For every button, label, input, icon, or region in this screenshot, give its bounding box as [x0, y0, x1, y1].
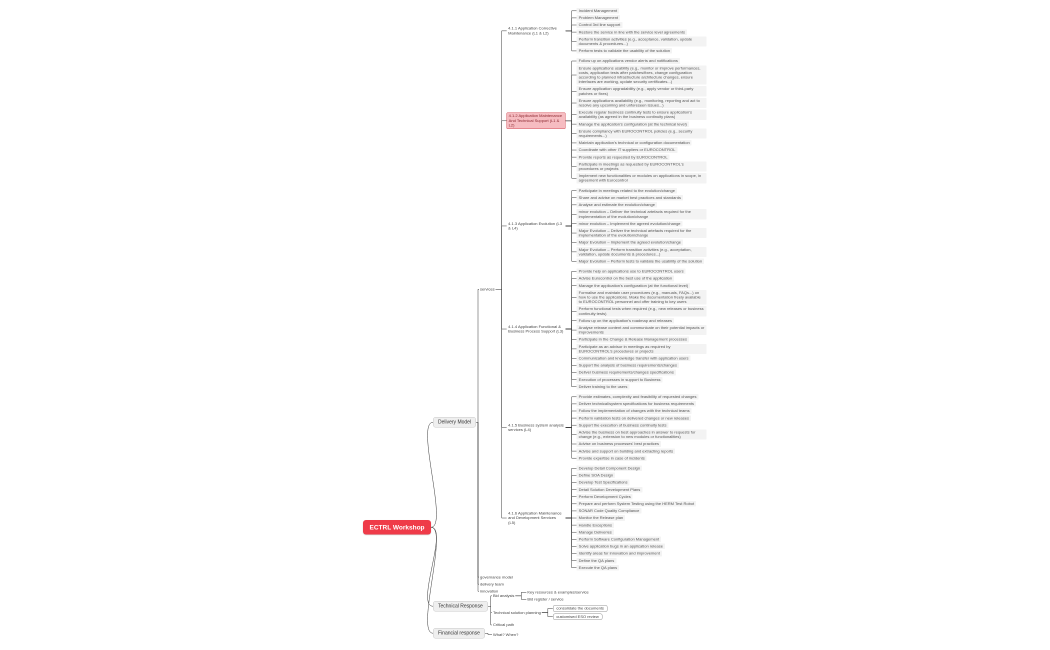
branch-technical-response[interactable]: Technical Response	[433, 601, 488, 612]
children-group	[553, 604, 608, 620]
group-4-1-3-subtree	[507, 187, 707, 265]
group-4-1-3[interactable]: 4.1.3 Application Evolution (L3 & L4)	[508, 221, 562, 231]
children-group	[507, 6, 707, 573]
leaf-node[interactable]: Major Evolution – Implement the agreed evolution/change	[578, 240, 681, 245]
leaf-node[interactable]: Execute the QA plans	[578, 565, 618, 570]
node-technical-solution-planning[interactable]: Technical solution planning	[493, 610, 541, 615]
leaf-node[interactable]: Define SOA Design	[578, 473, 614, 478]
leaf-node[interactable]: Identify areas for innovation and improvement	[578, 551, 660, 556]
topic-node[interactable]: customised ESO review	[553, 613, 602, 620]
leaf-node[interactable]: Deliver business requirements/changes specifications	[578, 370, 674, 375]
group-4-1-2[interactable]: 4.1.2 Application Maintenance And Technical Support (L1 & L2)	[507, 113, 566, 129]
node-innovation[interactable]: innovation	[480, 588, 499, 594]
leaf-node[interactable]: Develop Test Specifications	[578, 480, 628, 485]
leaf-node[interactable]: Implement new functionalities or modules on applications in scope, in agreement with Eurocontrol	[577, 173, 707, 183]
children-group	[577, 268, 707, 390]
topic-node[interactable]: consolidate the documents	[553, 605, 608, 612]
leaf-node[interactable]: Support the analysis of business requirements/changes	[578, 363, 677, 368]
node-bid-analysis[interactable]: Bid analysis	[493, 593, 515, 599]
leaf-node[interactable]: Perform tests to validate the usability of the solution	[578, 48, 671, 54]
leaf-node[interactable]: Advise Eurocontrol on the best use of the application	[578, 276, 673, 281]
root-topic[interactable]: ECTRL Workshop	[363, 520, 431, 535]
leaf-node[interactable]: Coordinate with other IT suppliers or EUROCONTROL	[578, 147, 676, 153]
leaf-node[interactable]: Major Evolution – Perform tests to validate the usability of the solution	[578, 258, 703, 264]
group-4-1-4-subtree	[507, 268, 707, 390]
leaf-node[interactable]: Deliver training to the users	[578, 384, 628, 389]
children-group	[577, 7, 707, 54]
leaf-node[interactable]: Detail Solution Development Plans	[578, 487, 641, 492]
leaf-node[interactable]: Analyse and estimate the evolution/change	[578, 202, 655, 208]
leaf-node[interactable]: Participate in the Change & Release Management processes	[578, 337, 687, 342]
leaf-node[interactable]: Manage the application's configuration (at the functional level)	[578, 283, 689, 288]
children-group	[577, 393, 707, 462]
leaf-node[interactable]: Ensure applications availability (e.g., monitoring, reporting and act to resolve any upcoming and unforeseen issues...)	[577, 98, 707, 108]
leaf-node[interactable]: Advise on business processes' best practices	[578, 441, 660, 447]
leaf-node[interactable]: Major Evolution – Perform transition activities (e.g., acceptation, validation, update documents & procedures...)	[577, 247, 707, 257]
leaf-node[interactable]: Ensure applications usability (e.g., monitor or improve performances, costs, application tests after patches/fixes, change configuration according to planned infrastructure architecture changes, ensure interfaces are working, update security certificates...)	[577, 65, 707, 84]
leaf-node[interactable]: Monitor the Release plan	[578, 515, 624, 521]
leaf-node[interactable]: Participate in meetings as requested by EUROCONTROL's procedures or projects	[577, 161, 707, 171]
node-services[interactable]: services	[480, 286, 495, 292]
node-governance-model[interactable]: governance model	[480, 574, 513, 580]
leaf-node[interactable]: Support the execution of business continuity tests	[578, 422, 667, 428]
children-group	[577, 57, 707, 184]
leaf-node[interactable]: Advise the business on best approaches in answer to requests for change (e.g., extension to new modules or functionalities)	[577, 430, 707, 440]
leaf-node[interactable]: Manage the application's configuration (at the technical level)	[578, 121, 687, 127]
group-4-1-5[interactable]: 4.1.5 Business system analysis services (L4)	[508, 422, 564, 432]
leaf-node[interactable]: Problem Management	[578, 15, 619, 21]
leaf-node[interactable]: Ensure application upgradability (e.g., apply vendor or third-party patches or fixes)	[577, 86, 707, 96]
leaf-node[interactable]: SONAR Code Quality Compliance	[578, 508, 640, 514]
leaf-node[interactable]: Analyse release content and communicate on their potential impacts or improvements	[577, 325, 707, 335]
node-bid-analysis-subtree	[492, 589, 590, 603]
leaf-node[interactable]: minor evolution – Implement the agreed evolution/change	[578, 221, 681, 226]
children-group	[526, 589, 589, 603]
leaf-node[interactable]: Communication and knowledge transfer with application users	[578, 355, 689, 361]
leaf-node[interactable]: Develop Detail Component Design	[578, 466, 641, 471]
leaf-node[interactable]: Perform Software Configuration Management	[578, 537, 660, 542]
leaf-node[interactable]: Solve application bugs in an application release	[578, 544, 663, 549]
group-4-1-4[interactable]: 4.1.4 Application Functional & Business Process Support (L3)	[508, 324, 564, 334]
leaf-node[interactable]: Execution of processes in support to Business	[578, 377, 661, 382]
leaf-node[interactable]: Perform functional tests when required (e.g., new releases or business continuity tests)	[577, 306, 707, 316]
leaf-node[interactable]: Perform Development Cycles	[578, 494, 631, 499]
leaf-node[interactable]: Participate as an advisor in meetings as required by EUROCONTROL's procedures or projects	[577, 344, 707, 354]
topic-node[interactable]: Bid register / service	[527, 597, 564, 602]
leaf-node[interactable]: Follow the implementation of changes with the technical teams	[578, 408, 690, 414]
branch-delivery-model[interactable]: Delivery Model	[433, 417, 476, 428]
leaf-node[interactable]: minor evolution – Deliver the technical artefacts required for the implementation of the evolution/change	[577, 209, 707, 219]
leaf-node[interactable]: Prepare and perform System Testing using the HERM Test Robot	[578, 501, 695, 507]
node-services-subtree	[479, 6, 707, 573]
leaf-node[interactable]: Ensure compliancy with EUROCONTROL policies (e.g., security requirements...)	[577, 128, 707, 138]
leaf-node[interactable]: Perform validation tests on delivered changes or new releases	[578, 415, 689, 421]
node-technical-solution-planning-subtree	[492, 604, 607, 620]
group-4-1-1[interactable]: 4.1.1 Application Corrective Maintenance (L1 & L2)	[508, 26, 557, 36]
group-4-1-5-subtree	[507, 393, 707, 462]
leaf-node[interactable]: Provide expertise in case of incidents	[578, 455, 645, 461]
leaf-node[interactable]: Manage Deliveries	[578, 529, 612, 535]
children-group	[577, 465, 696, 572]
leaf-node[interactable]: Restore the service in line with the service level agreements	[578, 29, 685, 35]
leaf-node[interactable]: Formalise and maintain user procedures (e.g., manuals, FAQs...) on how to use the applications. Make the documentation freely available to EUROCONTROL personnel and offer training to key users	[577, 290, 707, 305]
leaf-node[interactable]: Incident Management	[578, 8, 618, 13]
leaf-node[interactable]: Provide reports as requested by EUROCONTROL	[578, 154, 668, 160]
leaf-node[interactable]: Perform transition activities (e.g., acceptance, validation, update documents & procedures...)	[577, 36, 707, 46]
children-group	[492, 588, 607, 629]
node-delivery-team[interactable]: delivery team	[480, 581, 504, 587]
leaf-node[interactable]: Major Evolution – Deliver the technical artefacts required for the implementation of the evolution/change	[577, 228, 707, 238]
branch-financial-response[interactable]: Financial response	[433, 628, 485, 639]
group-4-1-1-subtree	[507, 7, 707, 54]
leaf-node[interactable]: Follow up on the application's roadmap and releases	[578, 318, 672, 323]
children-group	[492, 631, 519, 638]
leaf-node[interactable]: Maintain application's technical or configuration documentation	[578, 140, 690, 146]
leaf-node[interactable]: Deliver technical/system specifications for business requirements	[578, 401, 695, 407]
topic-node[interactable]: What? When?	[493, 632, 519, 637]
leaf-node[interactable]: Execute regular business continuity tests to ensure application's availability (as agreed in the business continuity plans)	[577, 110, 707, 120]
group-4-1-2-subtree	[507, 57, 707, 184]
leaf-node[interactable]: Advise and support on building and extracting reports	[578, 448, 674, 454]
children-group	[479, 5, 707, 595]
node-critical-path[interactable]: Critical path	[493, 622, 515, 628]
leaf-node[interactable]: Provide estimates, complexity and feasibility of requested changes	[578, 394, 697, 399]
topic-node[interactable]: Key resources & examples/service	[527, 590, 589, 595]
leaf-node[interactable]: Control 3rd line support	[578, 22, 621, 28]
leaf-node[interactable]: Share and advise on market best practices and standards	[578, 195, 681, 200]
group-4-1-6-subtree	[507, 465, 696, 572]
leaf-node[interactable]: Participate in meetings related to the evolution/change	[578, 188, 675, 193]
children-group	[577, 187, 707, 265]
leaf-node[interactable]: Follow up on applications vendor alerts and notifications	[578, 58, 678, 64]
leaf-node[interactable]: Define the QA plans	[578, 558, 615, 563]
leaf-node[interactable]: Handle Exceptions	[578, 522, 613, 528]
group-4-1-6[interactable]: 4.1.6 Application Maintenance and Development Services (L5)	[508, 510, 562, 525]
leaf-node[interactable]: Provide help on applications use to EUROCONTROL users	[578, 269, 684, 274]
